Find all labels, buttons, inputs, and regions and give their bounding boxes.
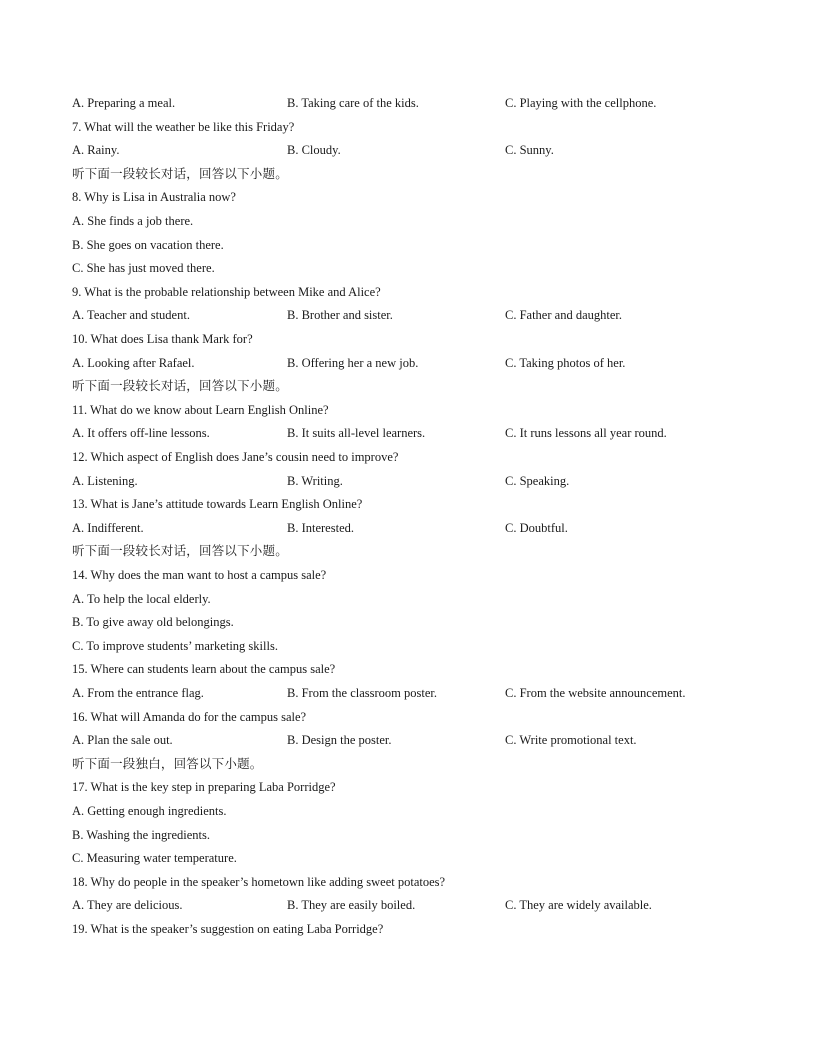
question-text: B. To give away old belongings. (72, 615, 234, 630)
question-text: 7. What will the weather be like this Friday? (72, 119, 295, 134)
option-b: B. Writing. (287, 473, 343, 488)
option-c: C. Playing with the cellphone. (505, 96, 657, 110)
option-row (72, 473, 752, 489)
section-instruction: 听下面一段较长对话，回答以下小题。 (72, 165, 288, 181)
option-row (72, 95, 752, 111)
question-text: 19. What is the speaker’s suggestion on eating Laba Porridge? (72, 922, 384, 936)
section-instruction: 听下面一段较长对话，回答以下小题。 (72, 378, 288, 394)
option-a: A. Rainy. (72, 143, 120, 158)
question-text: 18. Why do people in the speaker’s hometown like adding sweet potatoes? (72, 874, 446, 889)
option-b: B. Taking care of the kids. (287, 96, 419, 110)
option-a: A. Listening. (72, 473, 138, 488)
question-text: 12. Which aspect of English does Jane’s cousin need to improve? (72, 450, 399, 464)
option-row (72, 142, 752, 158)
question-text: C. Measuring water temperature. (72, 851, 237, 866)
option-row (72, 685, 752, 701)
question-text: A. To help the local elderly. (72, 591, 211, 606)
option-c: C. From the website announcement. (505, 686, 686, 700)
question-text: 14. Why does the man want to host a campus sale? (72, 568, 327, 582)
option-a: A. Plan the sale out. (72, 733, 173, 748)
option-c: C. Father and daughter. (505, 308, 622, 323)
question-text: 8. Why is Lisa in Australia now? (72, 190, 236, 205)
option-a: A. Looking after Rafael. (72, 355, 195, 370)
question-text: 9. What is the probable relationship between Mike and Alice? (72, 284, 381, 299)
option-b: B. Offering her a new job. (287, 355, 419, 370)
option-c: C. Speaking. (505, 473, 570, 488)
option-c: C. Taking photos of her. (505, 355, 626, 370)
question-text: A. She finds a job there. (72, 214, 194, 228)
option-row (72, 732, 752, 748)
question-text: B. Washing the ingredients. (72, 827, 210, 842)
option-c: C. Doubtful. (505, 520, 568, 535)
option-b: B. Design the poster. (287, 733, 392, 748)
option-b: B. Cloudy. (287, 143, 341, 158)
question-text: B. She goes on vacation there. (72, 237, 224, 252)
question-text: C. She has just moved there. (72, 261, 215, 276)
option-row (72, 897, 752, 913)
question-text: 17. What is the key step in preparing Laba Porridge? (72, 780, 336, 795)
option-a: A. They are delicious. (72, 898, 183, 913)
option-a: A. It offers off-line lessons. (72, 426, 210, 441)
question-text: 16. What will Amanda do for the campus sale? (72, 709, 307, 724)
section-instruction: 听下面一段较长对话，回答以下小题。 (72, 543, 288, 559)
option-b: B. Brother and sister. (287, 308, 393, 323)
option-b: B. Interested. (287, 520, 354, 535)
question-text: A. Getting enough ingredients. (72, 804, 227, 818)
section-instruction: 听下面一段独白，回答以下小题。 (72, 755, 263, 771)
option-b: B. It suits all-level learners. (287, 426, 426, 441)
question-text: 10. What does Lisa thank Mark for? (72, 332, 253, 346)
option-row (72, 355, 752, 371)
option-row (72, 425, 752, 441)
option-a: A. Teacher and student. (72, 308, 190, 323)
question-text: C. To improve students’ marketing skills. (72, 638, 278, 653)
option-row (72, 307, 752, 323)
option-c: C. It runs lessons all year round. (505, 426, 667, 441)
option-a: A. From the entrance flag. (72, 686, 204, 700)
option-b: B. From the classroom poster. (287, 686, 437, 700)
option-c: C. Sunny. (505, 143, 554, 158)
option-c: C. They are widely available. (505, 898, 652, 913)
option-c: C. Write promotional text. (505, 733, 637, 748)
option-row (72, 520, 752, 536)
option-a: A. Preparing a meal. (72, 96, 176, 110)
question-text: 15. Where can students learn about the campus sale? (72, 662, 336, 677)
question-text: 11. What do we know about Learn English Online? (72, 402, 329, 417)
option-a: A. Indifferent. (72, 520, 144, 535)
question-text: 13. What is Jane’s attitude towards Learn English Online? (72, 497, 363, 512)
option-b: B. They are easily boiled. (287, 898, 416, 913)
